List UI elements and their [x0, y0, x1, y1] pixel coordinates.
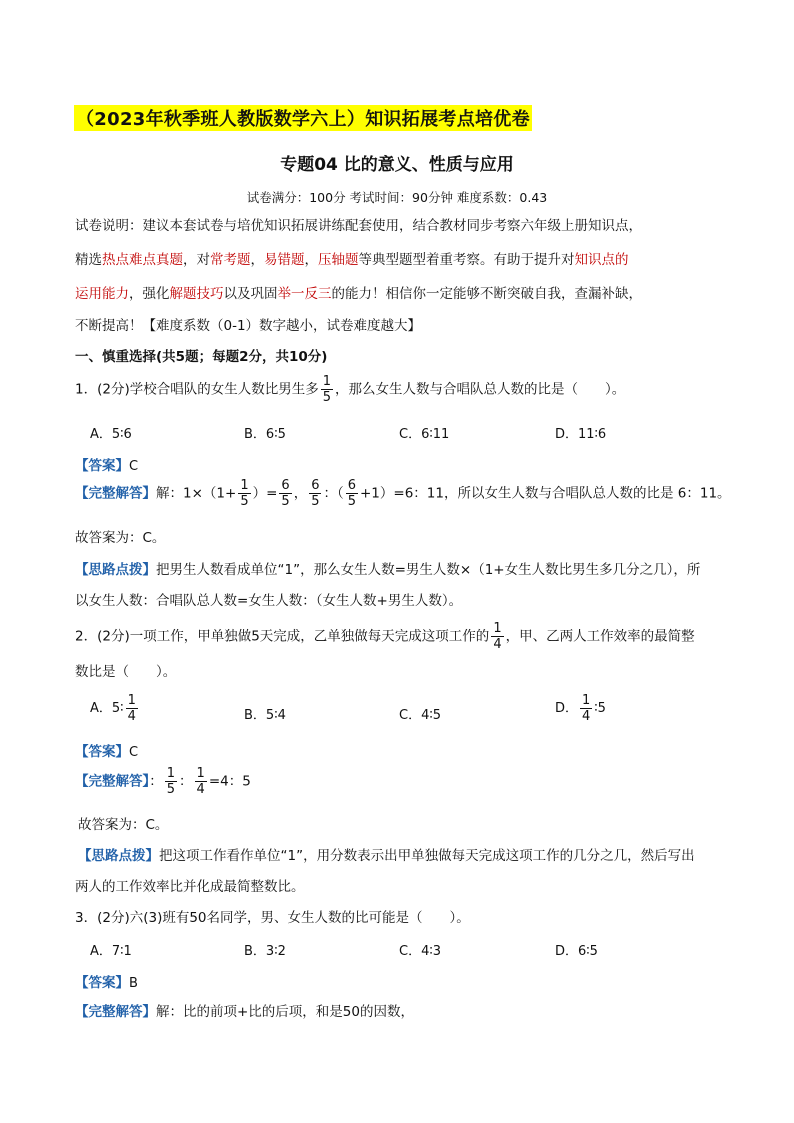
answer-value: B: [129, 976, 138, 991]
highlight-text: 常考题: [210, 252, 251, 268]
denominator: 5: [311, 494, 320, 509]
q2-conclusion: 故答案为：C。: [78, 817, 169, 833]
denominator: 5: [240, 494, 249, 509]
highlight-text: 压轴题: [318, 252, 359, 268]
q3-option-c[interactable]: C．4∶3: [399, 944, 442, 959]
fraction: [580, 693, 592, 724]
text: 2．(2分)一项工作，甲单独做5天完成，乙单独做每天完成这项工作的: [75, 628, 490, 645]
highlight-text: 运用能力: [75, 286, 129, 302]
fraction: [309, 478, 321, 509]
solution-tag: 【完整解答】: [75, 773, 150, 790]
text: ，甲、乙两人工作效率的最简整: [505, 628, 695, 645]
numerator: 1: [240, 478, 249, 493]
text: 精选: [75, 252, 102, 268]
answer-tag: 【答案】: [75, 744, 129, 760]
text: ：（: [323, 485, 344, 502]
fraction: [195, 766, 207, 797]
text: 解：1×（1+: [156, 485, 237, 502]
denominator: 5: [281, 494, 290, 509]
q1-option-c[interactable]: C．6∶11: [399, 427, 450, 442]
text: ：: [149, 773, 163, 790]
section-heading: 一、慎重选择(共5题；每题2分，共10分): [75, 349, 328, 365]
q3-option-a[interactable]: A．7∶1: [90, 944, 132, 959]
text: ，: [293, 485, 308, 502]
q1-conclusion: 故答案为：C。: [75, 530, 166, 546]
q3-solution: [75, 1002, 414, 1022]
q1-hint-line-2: 以女生人数：合唱队总人数=女生人数：（女生人数+男生人数）。: [75, 593, 463, 609]
highlight-text: 解题技巧: [169, 286, 224, 302]
text: ，那么女生人数与合唱队总人数的比是（ ）。: [335, 381, 626, 398]
exam-meta: 试卷满分：100分 考试时间：90分钟 难度系数：0.43: [246, 190, 548, 205]
text: ，对: [183, 252, 210, 268]
q1-option-a[interactable]: A．5∶6: [90, 427, 132, 442]
answer-value: C: [129, 745, 139, 760]
denominator: 5: [322, 390, 331, 405]
question-2-stem-cont: 数比是（ ）。: [75, 664, 177, 680]
q2-option-a[interactable]: [90, 693, 140, 724]
answer-tag: 【答案】: [75, 975, 129, 991]
text: 解：比的前项+比的后项，和是50的因数，: [156, 1004, 414, 1020]
fraction: [279, 478, 291, 509]
q3-option-b[interactable]: B．3∶2: [244, 944, 286, 959]
banner-title: （2023年秋季班人教版数学六上）知识拓展考点培优卷: [74, 105, 532, 131]
intro-line-4: 不断提高！【难度系数（0-1）数字越小，试卷难度越大】: [75, 318, 422, 334]
q2-option-b[interactable]: B．5∶4: [244, 708, 286, 723]
hint-tag: 【思路点拨】: [78, 848, 159, 864]
solution-tag: 【完整解答】: [75, 1004, 156, 1020]
fraction: [491, 621, 503, 652]
text: D．: [555, 701, 579, 716]
text: A．5∶: [90, 701, 124, 716]
question-2-stem: [75, 621, 695, 652]
q2-answer: [75, 740, 138, 760]
text: =4：5: [208, 773, 251, 790]
q2-hint-line-2: 两人的工作效率比并化成最简整数比。: [75, 879, 305, 895]
fraction: [238, 478, 250, 509]
text: 等典型题型着重考察。有助于提升对: [358, 252, 575, 268]
q1-option-b[interactable]: B．6∶5: [244, 427, 286, 442]
numerator: 6: [311, 478, 320, 493]
text: 把男生人数看成单位“1”，那么女生人数=男生人数×（1+女生人数比男生多几分之几），所: [156, 562, 701, 578]
q1-option-d[interactable]: D．11∶6: [555, 427, 607, 442]
fraction: [346, 478, 358, 509]
highlight-text: 举一反三: [277, 286, 332, 302]
numerator: 1: [322, 374, 331, 389]
denominator: 4: [493, 637, 502, 652]
page-title: 专题04 比的意义、性质与应用: [280, 155, 514, 175]
text: 的能力！相信你一定能够不断突破自我，查漏补缺，: [331, 286, 642, 302]
question-1-stem: [75, 374, 625, 405]
numerator: 1: [166, 766, 176, 781]
fraction: [321, 374, 333, 405]
denominator: 5: [347, 494, 356, 509]
q1-solution: [75, 478, 731, 509]
denominator: 4: [582, 709, 591, 724]
numerator: 1: [493, 621, 502, 636]
solution-tag: 【完整解答】: [75, 485, 156, 502]
highlight-text: 热点难点真题: [102, 252, 183, 268]
question-3-stem: 3．(2分)六(3)班有50名同学，男、女生人数的比可能是（ ）。: [75, 910, 470, 926]
denominator: 4: [127, 709, 136, 724]
text: ，: [304, 252, 318, 268]
text: ∶5: [594, 701, 606, 716]
intro-line-1: 试卷说明：建议本套试卷与培优知识拓展讲练配套使用，结合教材同步考察六年级上册知识点，: [75, 218, 642, 234]
q2-solution: [75, 766, 251, 797]
fraction: [165, 766, 177, 797]
text: ，: [250, 252, 264, 268]
text: 1．(2分)学校合唱队的女生人数比男生多: [75, 381, 319, 398]
text: ）=: [252, 485, 278, 502]
numerator: 6: [281, 478, 290, 493]
q1-answer: [75, 454, 138, 474]
text: ：: [179, 773, 193, 790]
text: 以及巩固: [223, 286, 278, 302]
numerator: 6: [347, 478, 356, 493]
fraction: [126, 693, 138, 724]
q1-hint-line-1: [75, 560, 700, 580]
intro-line-2: [75, 250, 629, 270]
q2-option-d[interactable]: [555, 693, 606, 724]
q3-answer: [75, 971, 138, 991]
text: 把这项工作看作单位“1”，用分数表示出甲单独做每天完成这项工作的几分之几，然后写出: [159, 848, 695, 864]
highlight-text: 易错题: [264, 252, 305, 268]
q3-option-d[interactable]: D．6∶5: [555, 944, 598, 959]
denominator: 4: [196, 782, 205, 797]
intro-line-3: [75, 284, 642, 304]
answer-tag: 【答案】: [75, 458, 129, 474]
q2-option-c[interactable]: C．4∶5: [399, 708, 442, 723]
numerator: 1: [196, 766, 205, 781]
numerator: 1: [127, 693, 136, 708]
numerator: 1: [582, 693, 591, 708]
answer-value: C: [129, 459, 139, 474]
denominator: 5: [166, 782, 176, 797]
hint-tag: 【思路点拨】: [75, 562, 156, 578]
text: +1）=6：11，所以女生人数与合唱队总人数的比是 6：11。: [360, 485, 731, 502]
text: ，强化: [129, 286, 170, 302]
highlight-text: 知识点的: [574, 252, 629, 268]
q2-hint-line-1: [78, 846, 695, 866]
